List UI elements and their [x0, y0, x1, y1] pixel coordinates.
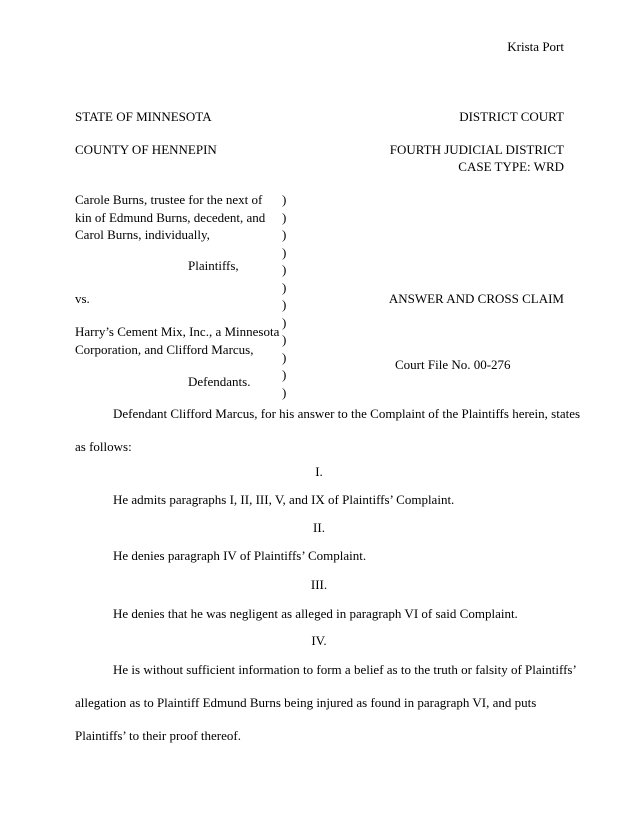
- paren: ): [282, 349, 287, 365]
- section-text: He denies paragraph IV of Plaintiffs’ Complaint.: [113, 548, 367, 563]
- document-title: ANSWER AND CROSS CLAIM: [388, 291, 564, 306]
- section-text: He denies that he was negligent as alleged in paragraph VI of said Complaint.: [113, 606, 518, 621]
- paren: ): [282, 297, 287, 312]
- section-text: He admits paragraphs I, II, III, V, and IX of Plaintiffs’ Complaint.: [113, 492, 455, 507]
- caption-parenthesis-column: [282, 191, 292, 401]
- paren: ): [282, 367, 287, 382]
- court-file-number: Court File No. 00-276: [395, 357, 511, 372]
- judicial-district: FOURTH JUDICIAL DISTRICT: [389, 142, 564, 157]
- author-header: Krista Port: [507, 39, 564, 54]
- court-name: DISTRICT COURT: [459, 109, 564, 124]
- paren: ): [282, 279, 287, 295]
- paren: ): [282, 262, 287, 277]
- plaintiff-line: Carole Burns, trustee for the next of: [75, 192, 263, 207]
- defendant-line: Harry’s Cement Mix, Inc., a Minnesota: [75, 324, 280, 339]
- paren: ): [282, 384, 287, 400]
- intro-paragraph-line2: as follows:: [75, 439, 132, 454]
- case-type: CASE TYPE: WRD: [458, 159, 564, 174]
- section-numeral: II.: [313, 520, 325, 535]
- defendant-names: [75, 323, 290, 358]
- paren: ): [282, 332, 287, 347]
- section-numeral: I.: [315, 464, 323, 479]
- plaintiff-line: kin of Edmund Burns, decedent, and: [75, 209, 266, 225]
- plaintiffs-label: Plaintiffs,: [188, 258, 239, 273]
- state-name: STATE OF MINNESOTA: [75, 109, 212, 124]
- county-name: COUNTY OF HENNEPIN: [75, 142, 217, 157]
- section-text-line: Plaintiffs’ to their proof thereof.: [75, 728, 241, 743]
- paren: ): [282, 244, 287, 260]
- plaintiff-line: Carol Burns, individually,: [75, 227, 210, 242]
- paren: ): [282, 314, 287, 330]
- defendant-line: Corporation, and Clifford Marcus,: [75, 341, 254, 357]
- versus-label: vs.: [75, 291, 90, 306]
- paren: ): [282, 192, 287, 207]
- paren: ): [282, 209, 287, 225]
- section-text-line: allegation as to Plaintiff Edmund Burns being injured as found in paragraph VI, and puts: [75, 695, 537, 710]
- section-numeral: IV.: [311, 633, 327, 648]
- plaintiff-names: [75, 191, 285, 244]
- section-numeral: III.: [310, 577, 328, 592]
- paren: ): [282, 227, 287, 242]
- defendants-label: Defendants.: [188, 374, 251, 389]
- intro-paragraph-line1: Defendant Clifford Marcus, for his answer to the Complaint of the Plaintiffs herein, states: [113, 406, 581, 421]
- section-text-line: He is without sufficient information to form a belief as to the truth or falsity of Plaintiffs’: [113, 662, 577, 677]
